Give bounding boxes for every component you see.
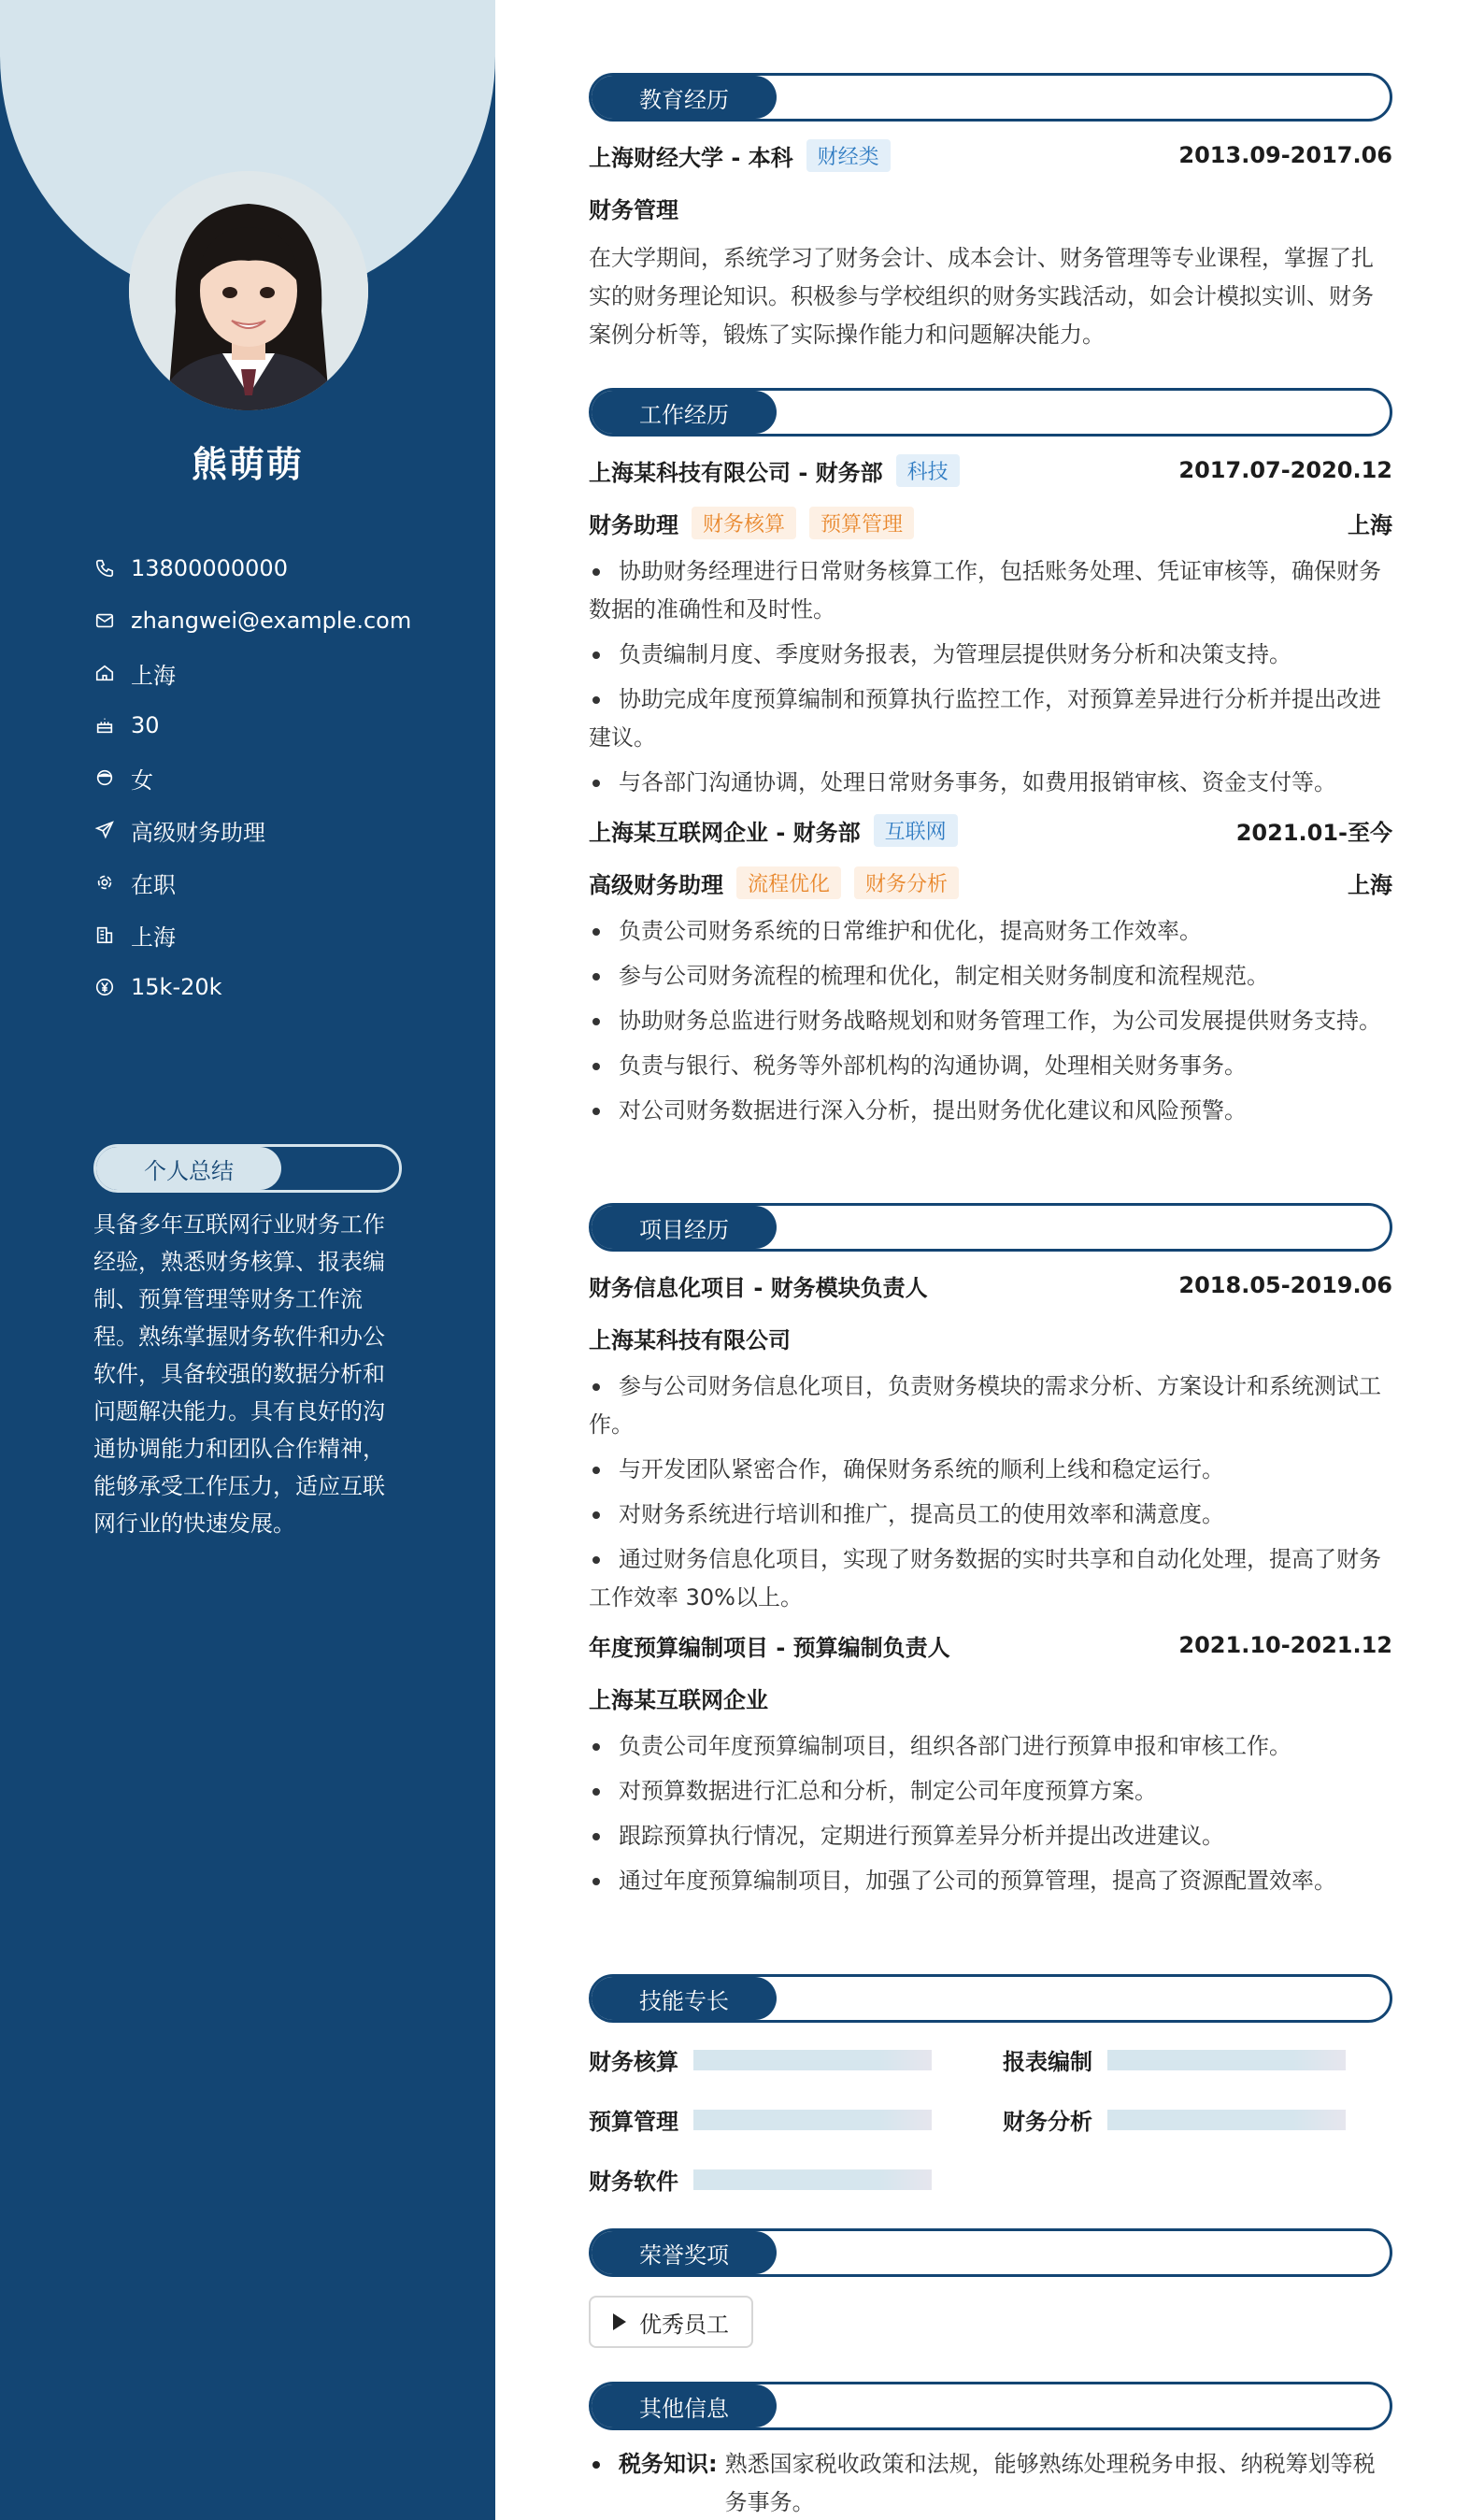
work-item bbox=[589, 455, 1392, 802]
list-item: 参与公司财务流程的梳理和优化，制定相关财务制度和流程规范。 bbox=[589, 957, 1392, 995]
list-item: 负责编制月度、季度财务报表，为管理层提供财务分析和决策支持。 bbox=[589, 636, 1392, 674]
project-org-row bbox=[589, 1682, 1392, 1712]
contact-city bbox=[93, 909, 467, 961]
list-item: 对公司财务数据进行深入分析，提出财务优化建议和风险预警。 bbox=[589, 1092, 1392, 1130]
list-item: 参与公司财务信息化项目，负责财务模块的需求分析、方案设计和系统测试工作。 bbox=[589, 1367, 1392, 1444]
work-city: 上海 bbox=[1348, 871, 1392, 898]
awards-section-title: 荣誉奖项 bbox=[592, 2231, 777, 2274]
education-school: 上海财经大学 - 本科 bbox=[589, 144, 793, 171]
other-section-title: 其他信息 bbox=[592, 2384, 777, 2427]
summary-section-header bbox=[93, 1144, 402, 1193]
project-date: 2021.10-2021.12 bbox=[1178, 1632, 1392, 1658]
skills-grid bbox=[589, 2023, 1392, 2200]
work-role: 财务助理 bbox=[589, 511, 678, 538]
skill-bar bbox=[693, 2110, 932, 2130]
work-role-row bbox=[589, 508, 1392, 537]
work-skill-tag: 财务分析 bbox=[854, 866, 959, 899]
project-item bbox=[589, 1270, 1392, 1617]
skill-bar bbox=[693, 2169, 932, 2190]
contact-age-value: 30 bbox=[131, 712, 160, 738]
list-item: 对财务系统进行培训和推广，提高员工的使用效率和满意度。 bbox=[589, 1496, 1392, 1534]
summary-section-title: 个人总结 bbox=[96, 1147, 281, 1190]
profile-name: 熊萌萌 bbox=[191, 444, 304, 485]
list-item: 负责公司财务系统的日常维护和优化，提高财务工作效率。 bbox=[589, 912, 1392, 951]
work-section-header bbox=[589, 388, 1392, 437]
education-header-row bbox=[589, 140, 1392, 170]
contact-phone bbox=[93, 542, 467, 594]
contact-city-value: 上海 bbox=[131, 924, 176, 951]
education-description: 在大学期间，系统学习了财务会计、成本会计、财务管理等专业课程，掌握了扎实的财务理论知识。积极参与学校组织的财务实践活动，如会计模拟实训、财务案例分析等，锻炼了实际操作能力和问题解决能力。 bbox=[589, 245, 1374, 348]
project-org: 上海某科技有限公司 bbox=[589, 1326, 791, 1353]
list-item: 协助财务经理进行日常财务核算工作，包括账务处理、凭证审核等，确保财务数据的准确性和及时性。 bbox=[589, 552, 1392, 629]
skill-label: 财务核算 bbox=[589, 2049, 678, 2075]
summary-text: 具备多年互联网行业财务工作经验，熟悉财务核算、报表编制、预算管理等财务工作流程。熟练掌握财务软件和办公软件，具备较强的数据分析和问题解决能力。具有良好的沟通协调能力和团队合作精神，能够承受工作压力，适应互联网行业的快速发展。 bbox=[93, 1211, 385, 1537]
skill-label: 预算管理 bbox=[589, 2109, 678, 2135]
avatar bbox=[129, 171, 368, 410]
list-item: 通过年度预算编制项目，加强了公司的预算管理，提高了资源配置效率。 bbox=[589, 1862, 1392, 1900]
work-industry-tag: 互联网 bbox=[874, 814, 958, 847]
project-item bbox=[589, 1630, 1392, 1900]
project-name: 财务信息化项目 - 财务模块负责人 bbox=[589, 1274, 928, 1301]
contact-list bbox=[93, 542, 467, 1013]
work-date: 2021.01-至今 bbox=[1235, 819, 1392, 846]
award-item[interactable] bbox=[589, 2296, 753, 2348]
contact-email-value: zhangwei@example.com bbox=[131, 608, 412, 634]
play-icon bbox=[613, 2313, 626, 2330]
skill-item bbox=[589, 2103, 932, 2136]
skill-label: 财务分析 bbox=[1003, 2109, 1092, 2135]
work-company-row bbox=[589, 455, 1392, 485]
work-company-row bbox=[589, 815, 1392, 845]
list-item: 与开发团队紧密合作，确保财务系统的顺利上线和稳定运行。 bbox=[589, 1451, 1392, 1489]
skill-label: 财务软件 bbox=[589, 2169, 678, 2195]
education-section bbox=[589, 73, 1392, 354]
skill-item bbox=[1003, 2103, 1346, 2136]
work-company: 上海某科技有限公司 - 财务部 bbox=[589, 459, 883, 486]
phone-icon bbox=[93, 557, 116, 580]
work-bullets bbox=[589, 552, 1392, 802]
work-role-row bbox=[589, 867, 1392, 897]
skill-bar bbox=[1107, 2110, 1346, 2130]
work-skill-tag: 流程优化 bbox=[736, 866, 841, 899]
contact-home-value: 上海 bbox=[131, 662, 176, 689]
contact-status-value: 在职 bbox=[131, 871, 176, 898]
other-section-header bbox=[589, 2382, 1392, 2430]
status-icon bbox=[93, 871, 116, 894]
contact-status bbox=[93, 856, 467, 909]
project-bullets bbox=[589, 1727, 1392, 1900]
list-item: 协助财务总监进行财务战略规划和财务管理工作，为公司发展提供财务支持。 bbox=[589, 1002, 1392, 1040]
work-city: 上海 bbox=[1348, 511, 1392, 538]
skills-section-header bbox=[589, 1974, 1392, 2023]
contact-gender bbox=[93, 752, 467, 804]
other-item bbox=[589, 2445, 1392, 2520]
projects-section-title: 项目经历 bbox=[592, 1206, 777, 1249]
education-section-title: 教育经历 bbox=[592, 76, 777, 119]
building-icon bbox=[93, 924, 116, 946]
yen-icon bbox=[93, 976, 116, 998]
mail-icon bbox=[93, 609, 116, 632]
skill-bar bbox=[1107, 2050, 1346, 2070]
skill-label: 报表编制 bbox=[1003, 2049, 1092, 2075]
list-item: 负责公司年度预算编制项目，组织各部门进行预算申报和审核工作。 bbox=[589, 1727, 1392, 1766]
contact-email bbox=[93, 594, 467, 647]
other-item-value: 熟悉国家税收政策和法规，能够熟练处理税务申报、纳税筹划等税务事务。 bbox=[724, 2451, 1376, 2515]
list-item: 跟踪预算执行情况，定期进行预算差异分析并提出改进建议。 bbox=[589, 1817, 1392, 1855]
skill-item bbox=[589, 2163, 932, 2196]
contact-salary bbox=[93, 961, 467, 1013]
education-major: 财务管理 bbox=[589, 196, 678, 223]
skill-item bbox=[1003, 2043, 1346, 2076]
work-skill-tag: 预算管理 bbox=[809, 507, 914, 539]
awards-section bbox=[589, 2228, 1392, 2348]
projects-section-header bbox=[589, 1203, 1392, 1252]
contact-position-value: 高级财务助理 bbox=[131, 819, 265, 846]
project-name-row bbox=[589, 1630, 1392, 1660]
list-item: 对预算数据进行汇总和分析，制定公司年度预算方案。 bbox=[589, 1772, 1392, 1811]
home-icon bbox=[93, 662, 116, 684]
project-date: 2018.05-2019.06 bbox=[1178, 1272, 1392, 1298]
education-tag: 财经类 bbox=[806, 139, 891, 172]
award-label: 优秀员工 bbox=[639, 2311, 729, 2338]
work-date: 2017.07-2020.12 bbox=[1178, 457, 1392, 483]
skill-item bbox=[589, 2043, 932, 2076]
contact-home bbox=[93, 647, 467, 699]
education-section-header bbox=[589, 73, 1392, 122]
education-date: 2013.09-2017.06 bbox=[1178, 142, 1392, 168]
list-item: 负责与银行、税务等外部机构的沟通协调，处理相关财务事务。 bbox=[589, 1047, 1392, 1085]
other-section bbox=[589, 2382, 1392, 2520]
contact-phone-value: 13800000000 bbox=[131, 555, 288, 581]
work-company: 上海某互联网企业 - 财务部 bbox=[589, 819, 861, 846]
project-name: 年度预算编制项目 - 预算编制负责人 bbox=[589, 1634, 950, 1661]
list-item: 与各部门沟通协调，处理日常财务事务，如费用报销审核、资金支付等。 bbox=[589, 764, 1392, 802]
contact-position bbox=[93, 804, 467, 856]
work-industry-tag: 科技 bbox=[896, 454, 960, 487]
work-role: 高级财务助理 bbox=[589, 871, 723, 898]
skills-section bbox=[589, 1974, 1392, 2200]
awards-section-header bbox=[589, 2228, 1392, 2277]
skills-section-title: 技能专长 bbox=[592, 1977, 777, 2020]
send-icon bbox=[93, 819, 116, 841]
cake-icon bbox=[93, 714, 116, 737]
work-skill-tag: 财务核算 bbox=[692, 507, 796, 539]
work-section bbox=[589, 388, 1392, 1137]
other-item-key: 税务知识: bbox=[619, 2451, 718, 2477]
project-org-row bbox=[589, 1323, 1392, 1353]
project-bullets bbox=[589, 1367, 1392, 1617]
sidebar bbox=[0, 0, 495, 2520]
list-item: 协助完成年度预算编制和预算执行监控工作，对预算差异进行分析并提出改进建议。 bbox=[589, 680, 1392, 757]
contact-age bbox=[93, 699, 467, 752]
project-name-row bbox=[589, 1270, 1392, 1300]
project-org: 上海某互联网企业 bbox=[589, 1686, 768, 1713]
list-item: 通过财务信息化项目，实现了财务数据的实时共享和自动化处理，提高了财务工作效率 30%以上。 bbox=[589, 1540, 1392, 1617]
education-major-row bbox=[589, 193, 1392, 222]
contact-salary-value: 15k-20k bbox=[131, 974, 222, 1000]
work-item bbox=[589, 815, 1392, 1130]
contact-gender-value: 女 bbox=[131, 766, 153, 794]
work-bullets bbox=[589, 912, 1392, 1130]
projects-section bbox=[589, 1203, 1392, 1907]
skill-bar bbox=[693, 2050, 932, 2070]
work-section-title: 工作经历 bbox=[592, 391, 777, 434]
gender-icon bbox=[93, 766, 116, 789]
